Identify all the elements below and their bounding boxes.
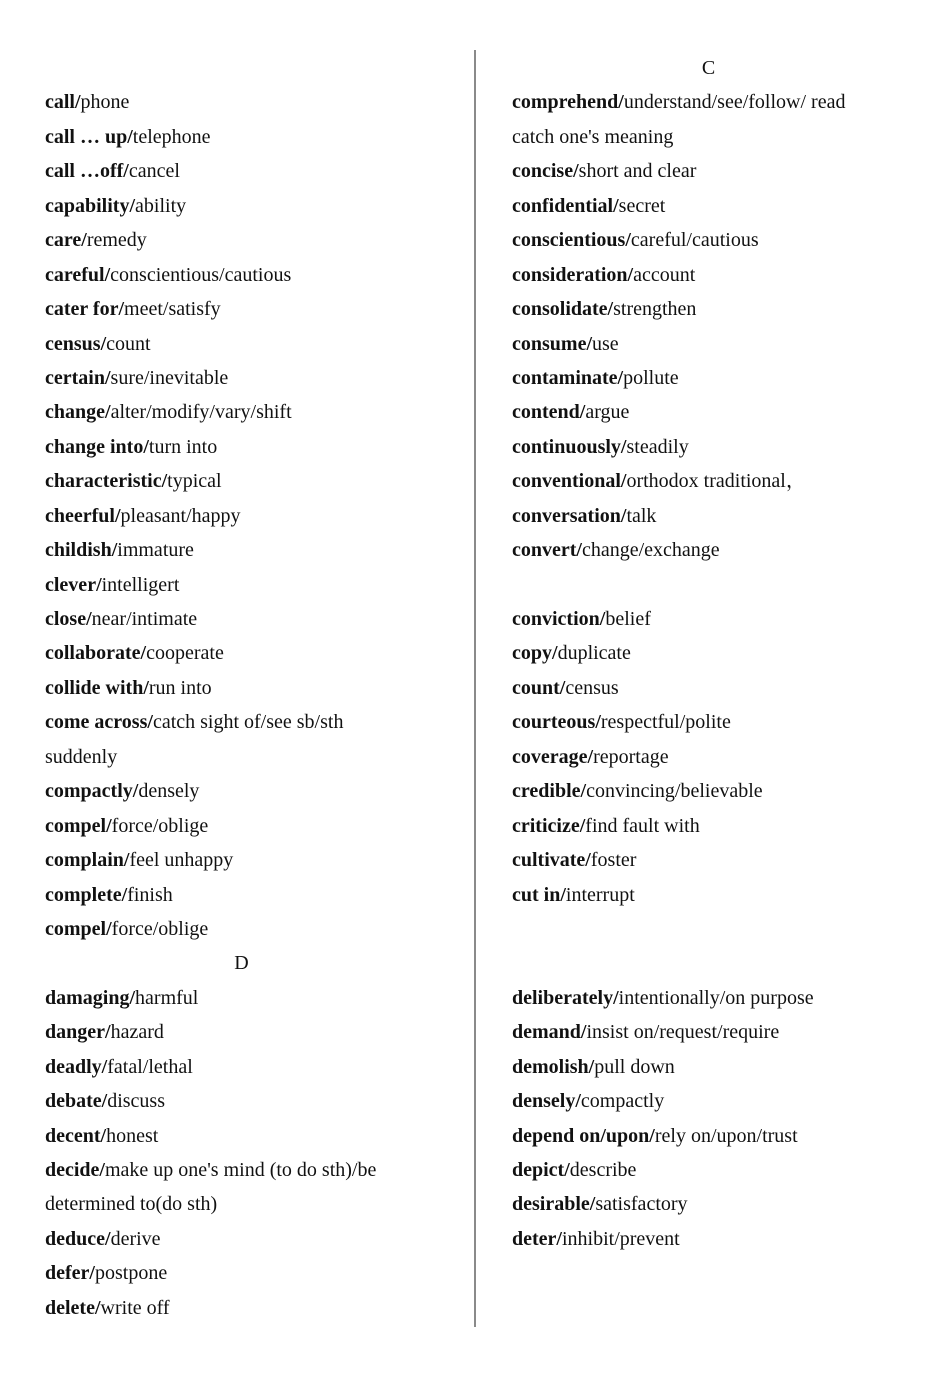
vocab-synonyms: insist on/request/require [586,1021,780,1044]
vocab-synonyms: duplicate [557,642,631,665]
right-column [512,51,922,1256]
left-column [45,51,450,1325]
vocab-synonyms: derive [110,1227,161,1250]
vocab-entry [45,499,450,533]
vocab-synonyms: rely on/upon/trust [654,1124,798,1147]
vocab-entry [45,85,450,119]
vocab-term: complain/ [45,849,130,872]
vocab-synonyms: respectful/polite [600,711,731,734]
vocab-synonyms: force/oblige [111,917,209,940]
vocab-term: count/ [512,676,566,699]
vocab-synonyms: intentionally/on purpose [618,986,814,1009]
vocab-entry [512,981,922,1015]
vocab-term: conversation/ [512,504,627,527]
vocab-term: close/ [45,608,92,630]
vocab-entry [512,1015,922,1049]
vocab-entry [45,1015,450,1049]
vocab-entry [45,774,450,808]
vocab-entry [45,568,450,602]
vocab-term: damaging/ [45,986,136,1009]
vocab-entry [512,671,922,705]
vocab-entry [45,602,450,636]
vocab-synonyms: understand/see/follow/ read [623,91,846,114]
column-divider [474,50,476,1327]
vocab-entry [512,499,922,533]
vocab-entry [512,1187,922,1221]
vocab-synonyms: cancel [128,160,180,183]
vocab-entry [512,809,922,843]
vocab-synonyms: short and clear [578,160,697,183]
vocab-synonyms: honest [106,1124,159,1147]
vocab-entry [512,464,922,498]
vocab-synonyms: discuss [107,1090,166,1113]
vocab-synonyms: immature [117,539,194,562]
vocab-synonyms: make up one's mind (to do sth)/be [105,1159,377,1181]
vocab-synonyms: hazard [110,1021,164,1044]
vocab-term: decent/ [45,1124,107,1147]
vocab-entry [45,1084,450,1118]
vocab-entry [512,533,922,567]
vocab-term: deliberately/ [512,986,619,1009]
vocab-term: call … up/ [45,125,133,148]
vocab-continuation: determined to(do sth) [45,1193,218,1216]
vocab-synonyms: argue [585,401,630,424]
vocab-term: compel/ [45,917,112,940]
vocab-synonyms: compactly [580,1090,665,1113]
vocab-synonyms: strengthen [613,298,697,321]
vocab-entry [45,1119,450,1153]
vocab-entry [512,85,922,119]
blank-line [512,912,922,946]
vocab-entry [45,223,450,257]
vocab-term: depend on/upon/ [512,1124,655,1147]
vocab-entry [45,154,450,188]
vocab-term: defer/ [45,1262,95,1285]
vocab-entry [512,1119,922,1153]
vocab-entry [45,671,450,705]
vocab-synonyms: meet/satisfy [124,298,221,321]
vocab-term: danger/ [45,1021,111,1044]
vocab-entry [45,636,450,670]
vocab-synonyms: conscientious/cautious [110,263,292,286]
vocab-synonyms: catch sight of/see sb/sth [152,711,344,734]
vocab-entry [512,774,922,808]
vocab-synonyms: remedy [86,229,147,252]
vocab-synonyms: force/oblige [111,814,209,837]
vocab-term: copy/ [512,642,558,665]
vocab-synonyms: steadily [626,435,689,458]
vocab-synonyms: change/exchange [581,539,720,562]
vocab-synonyms: careful/cautious [630,229,759,252]
vocab-synonyms: pollute [623,366,679,389]
vocab-term: credible/ [512,780,587,803]
vocab-synonyms: write off [100,1296,170,1319]
vocab-synonyms: satisfactory [595,1193,688,1216]
vocab-term: change/ [45,401,111,424]
vocab-synonyms: finish [127,883,173,906]
vocab-entry [512,1153,922,1187]
vocab-term: census/ [45,332,107,355]
vocab-term: demolish/ [512,1055,595,1078]
vocab-entry [512,258,922,292]
vocab-entry [45,395,450,429]
vocab-synonyms: typical [167,470,222,493]
vocab-entry [512,1084,922,1118]
vocab-term: call/ [45,91,81,114]
vocab-synonyms: densely [138,780,200,803]
vocab-term: care/ [45,229,87,252]
vocab-term: concise/ [512,160,579,183]
vocab-synonyms: convincing/believable [586,780,763,803]
vocab-synonyms: foster [590,849,637,872]
vocab-entry [45,981,450,1015]
vocab-entry [45,327,450,361]
vocab-term: conviction/ [512,608,606,630]
vocab-entry [45,361,450,395]
vocab-term: consideration/ [512,263,634,286]
vocab-term: compel/ [45,814,112,837]
vocab-term: cheerful/ [45,504,121,527]
vocab-synonyms: phone [80,91,130,114]
vocab-term: comprehend/ [512,91,624,114]
vocab-entry [45,809,450,843]
vocab-term: come across/ [45,711,153,734]
vocab-entry [45,705,450,739]
vocab-synonyms: pleasant/happy [120,504,241,527]
vocab-term: childish/ [45,539,118,562]
vocab-term: compactly/ [45,780,139,803]
vocab-synonyms: find fault with [585,814,700,837]
vocab-continuation: catch one's meaning [512,125,674,148]
vocab-entry [512,292,922,326]
vocab-entry [512,602,922,636]
vocab-entry [512,189,922,223]
vocab-term: clever/ [45,573,102,596]
vocab-entry [45,292,450,326]
vocab-entry [512,1050,922,1084]
vocab-entry [45,189,450,223]
vocab-synonyms: alter/modify/vary/shift [110,401,292,424]
vocab-entry [45,533,450,567]
blank-line [45,51,450,85]
vocab-term: cut in/ [512,883,566,906]
vocab-term: courteous/ [512,711,601,734]
vocab-term: demand/ [512,1021,587,1044]
vocab-term: call …off/ [45,160,129,183]
vocab-synonyms: describe [569,1159,637,1181]
vocab-term: debate/ [45,1090,108,1113]
blank-line [512,946,922,980]
vocab-term: consume/ [512,332,592,355]
vocab-entry [45,464,450,498]
vocab-synonyms: near/intimate [91,608,198,630]
vocab-entry [512,361,922,395]
vocab-entry [512,878,922,912]
vocab-synonyms: orthodox traditional， [626,470,806,493]
vocab-synonyms: census [565,676,619,699]
vocab-term: coverage/ [512,745,594,768]
section-letter-heading: C [701,57,716,79]
vocab-synonyms: secret [618,194,666,217]
vocab-entry [512,430,922,464]
vocab-synonyms: talk [626,504,657,527]
vocab-entry [512,843,922,877]
vocab-term: criticize/ [512,814,586,837]
vocab-term: complete/ [45,883,128,906]
vocab-synonyms: postpone [94,1262,168,1285]
vocab-term: conventional/ [512,470,627,493]
vocab-entry [512,327,922,361]
vocab-synonyms: turn into [148,435,218,458]
vocab-synonyms: feel unhappy [129,849,234,872]
vocab-term: capability/ [45,194,136,217]
vocab-term: change into/ [45,435,149,458]
vocab-term: careful/ [45,263,111,286]
vocab-entry [45,843,450,877]
vocab-entry [512,154,922,188]
vocab-term: conscientious/ [512,229,631,252]
vocab-synonyms: interrupt [565,883,635,906]
vocab-synonyms: ability [135,194,187,217]
vocab-entry [45,1256,450,1290]
vocab-synonyms: inhibit/prevent [561,1227,680,1250]
vocab-entry [45,1291,450,1325]
vocab-term: deadly/ [45,1055,108,1078]
vocab-entry [512,1222,922,1256]
vocab-synonyms: cooperate [146,642,224,665]
vocab-term: depict/ [512,1159,570,1181]
vocab-synonyms: telephone [132,125,211,148]
vocab-term: deduce/ [45,1227,111,1250]
vocab-entry [512,223,922,257]
vocab-entry [512,395,922,429]
vocab-term: collaborate/ [45,642,147,665]
vocab-synonyms: count [106,332,151,355]
vocab-synonyms: run into [148,676,212,699]
vocab-synonyms: account [633,263,696,286]
vocab-term: characteristic/ [45,470,168,493]
vocab-entry [512,705,922,739]
vocab-synonyms: sure/inevitable [110,366,229,389]
vocab-synonyms: fatal/lethal [107,1055,193,1078]
vocab-synonyms: intelligert [101,573,180,596]
vocab-term: contend/ [512,401,586,424]
vocab-entry [45,120,450,154]
vocab-term: confidential/ [512,194,619,217]
vocab-term: convert/ [512,539,582,562]
blank-line [512,568,922,602]
vocab-entry [45,258,450,292]
vocab-synonyms: harmful [135,986,199,1009]
vocab-entry [512,740,922,774]
vocab-term: contaminate/ [512,366,624,389]
vocab-entry [45,1153,450,1187]
vocab-entry [45,912,450,946]
vocab-term: densely/ [512,1090,581,1113]
vocab-synonyms: use [592,332,619,355]
vocab-entry [45,430,450,464]
vocab-term: cultivate/ [512,849,591,872]
vocab-term: consolidate/ [512,298,614,321]
vocab-entry [45,1222,450,1256]
vocab-term: cater for/ [45,298,125,321]
vocab-term: collide with/ [45,676,149,699]
vocab-synonyms: pull down [594,1055,675,1078]
vocab-continuation: suddenly [45,745,118,768]
vocab-synonyms: reportage [593,745,669,768]
vocab-entry [45,1050,450,1084]
vocab-synonyms: belief [605,608,651,630]
vocab-entry [45,878,450,912]
vocab-term: deter/ [512,1227,562,1250]
vocab-term: decide/ [45,1159,105,1181]
vocab-term: desirable/ [512,1193,596,1216]
vocab-term: continuously/ [512,435,627,458]
vocab-term: certain/ [45,366,111,389]
vocab-term: delete/ [45,1296,101,1319]
vocab-entry [512,636,922,670]
section-letter-heading: D [234,952,249,975]
